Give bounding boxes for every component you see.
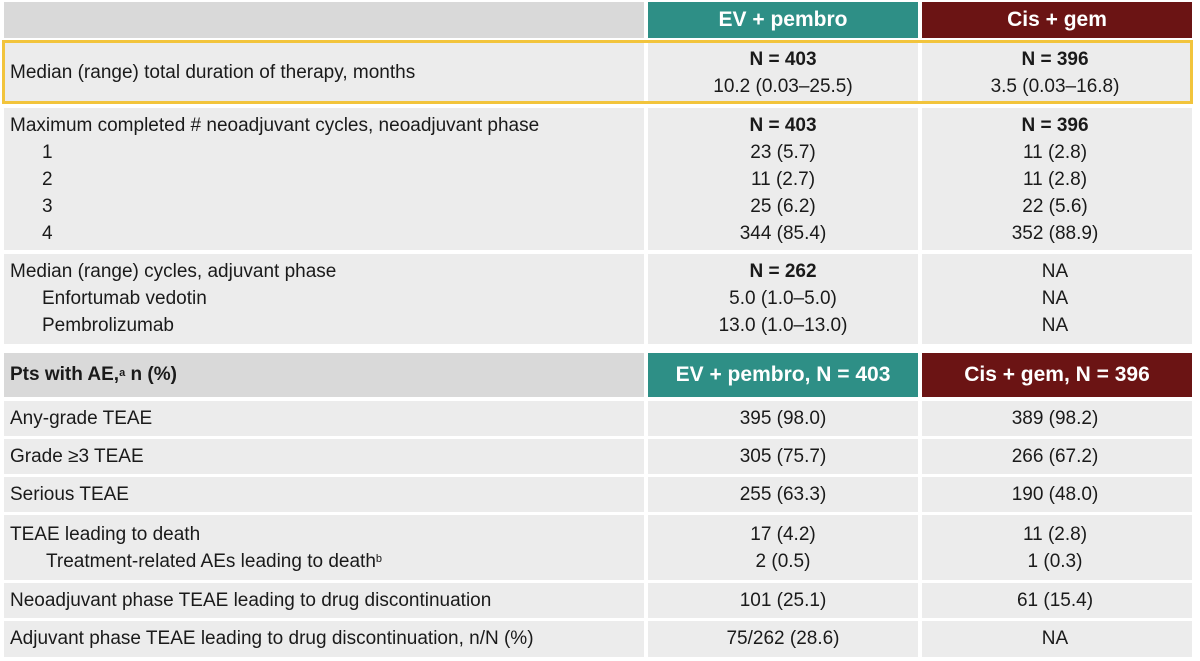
ae-label-col [10, 405, 152, 432]
adjuvant-row-label: Pembrolizumab [42, 315, 174, 336]
ae-ev-value: 75/262 (28.6) [726, 628, 840, 649]
ae-cis-col [922, 481, 1188, 508]
ae-ev-value: 17 (4.2) [750, 524, 816, 545]
ae-cis-col [922, 405, 1188, 432]
ae-label: Any-grade TEAE [10, 408, 153, 429]
header-ev-pembro [648, 2, 918, 38]
ae-label-col [10, 625, 534, 652]
ae-cis-col [922, 587, 1188, 614]
ae-header-text-suffix: n (%) [125, 364, 177, 385]
ae-ev-value: 2 (0.5) [755, 551, 811, 572]
ae-row-grade3 [4, 439, 1192, 474]
header-ev-label: EV + pembro [718, 8, 848, 31]
ae-label: Serious TEAE [10, 484, 129, 505]
ae-cis-col [922, 521, 1188, 575]
ae-header-text: Pts with AE, [10, 364, 120, 385]
ae-label: Adjuvant phase TEAE leading to drug discontinuation, n/N (%) [10, 628, 534, 649]
cycles-cis-value: 11 (2.8) [1022, 142, 1088, 163]
ae-ev-col [648, 481, 918, 508]
footnote-b: b [375, 553, 383, 565]
ae-cis-value: NA [1041, 628, 1069, 649]
cycles-row-label: 3 [42, 196, 53, 217]
ae-cis-value: 266 (67.2) [1011, 446, 1099, 467]
ae-header-row [4, 353, 1192, 397]
ae-row-any [4, 401, 1192, 436]
ae-cis-value: 61 (15.4) [1016, 590, 1094, 611]
adjuvant-ev-col [648, 258, 918, 339]
header-cis-label: Cis + gem [1007, 8, 1107, 31]
cycles-cis-col [922, 112, 1188, 247]
ae-label-col [10, 587, 491, 614]
cycles-label-col [10, 112, 539, 247]
cycles-cis-value: 11 (2.8) [1022, 169, 1088, 190]
ae-label-col [10, 443, 144, 470]
ae-ev-col [648, 587, 918, 614]
cycles-cis-value: 352 (88.9) [1011, 223, 1099, 244]
footnote-a: a [119, 367, 126, 379]
ae-label: Grade ≥3 TEAE [10, 446, 144, 467]
header-cis-gem [922, 2, 1192, 38]
adjuvant-cis-value: NA [1041, 288, 1069, 309]
ae-ev-col [648, 443, 918, 470]
header-blank-cell [4, 2, 644, 38]
ae-row-serious [4, 477, 1192, 512]
cycles-ev-value: 23 (5.7) [750, 142, 816, 163]
ae-label-col [10, 521, 382, 575]
adjuvant-ev-n: N = 262 [749, 261, 817, 282]
ae-ev-value: 101 (25.1) [739, 590, 827, 611]
cycles-ev-value: 344 (85.4) [739, 223, 827, 244]
duration-cis-value: 3.5 (0.03–16.8) [990, 76, 1120, 97]
ae-row-neo-disc [4, 583, 1192, 618]
ae-label-text: Treatment-related AEs leading to death [46, 551, 376, 572]
ae-ev-value: 305 (75.7) [739, 446, 827, 467]
ae-ev-value: 255 (63.3) [739, 484, 827, 505]
ae-header-label [4, 353, 644, 397]
cycles-ev-n: N = 403 [749, 115, 817, 136]
ae-cis-col [922, 625, 1188, 652]
ae-ev-col [648, 521, 918, 575]
cycles-row-label: 4 [42, 223, 53, 244]
ae-ev-col [648, 625, 918, 652]
cycles-row-label: 2 [42, 169, 53, 190]
ae-row-adj-disc [4, 621, 1192, 657]
duration-ev-value: 10.2 (0.03–25.5) [713, 76, 853, 97]
cycles-ev-col [648, 112, 918, 247]
ae-label-col [10, 481, 129, 508]
adjuvant-cis-value: NA [1041, 315, 1069, 336]
cycles-block [4, 108, 1192, 250]
highlight-box [2, 40, 1193, 104]
ae-header-cis: Cis + gem, N = 396 [922, 353, 1192, 397]
ae-label-indented [10, 548, 382, 575]
ae-cis-value: 389 (98.2) [1011, 408, 1099, 429]
ae-row-death [4, 515, 1192, 580]
cycles-cis-n: N = 396 [1021, 115, 1089, 136]
duration-ev-n: N = 403 [749, 49, 817, 70]
ae-cis-value: 1 (0.3) [1027, 551, 1083, 572]
adjuvant-ev-value: 13.0 (1.0–13.0) [718, 315, 848, 336]
ae-header-ev: EV + pembro, N = 403 [648, 353, 918, 397]
duration-label: Median (range) total duration of therapy, months [10, 62, 416, 83]
ae-ev-col [648, 405, 918, 432]
adjuvant-label-col [10, 258, 336, 339]
duration-cis-n: N = 396 [1021, 49, 1089, 70]
ae-cis-value: 190 (48.0) [1011, 484, 1099, 505]
ae-label: TEAE leading to death [10, 524, 201, 545]
cycles-label: Maximum completed # neoadjuvant cycles, neoadjuvant phase [10, 115, 540, 136]
adjuvant-row-label: Enfortumab vedotin [42, 288, 207, 309]
adjuvant-label: Median (range) cycles, adjuvant phase [10, 261, 337, 282]
cycles-row-label: 1 [42, 142, 53, 163]
ae-cis-col [922, 443, 1188, 470]
cycles-ev-value: 11 (2.7) [750, 169, 816, 190]
adjuvant-block [4, 254, 1192, 344]
adjuvant-ev-value: 5.0 (1.0–5.0) [729, 288, 837, 309]
adjuvant-cis-col [922, 258, 1188, 339]
cycles-ev-value: 25 (6.2) [750, 196, 816, 217]
ae-cis-value: 11 (2.8) [1022, 524, 1088, 545]
adjuvant-cis-n: NA [1041, 261, 1069, 282]
cycles-cis-value: 22 (5.6) [1022, 196, 1088, 217]
ae-label: Neoadjuvant phase TEAE leading to drug discontinuation [10, 590, 492, 611]
ae-ev-value: 395 (98.0) [739, 408, 827, 429]
